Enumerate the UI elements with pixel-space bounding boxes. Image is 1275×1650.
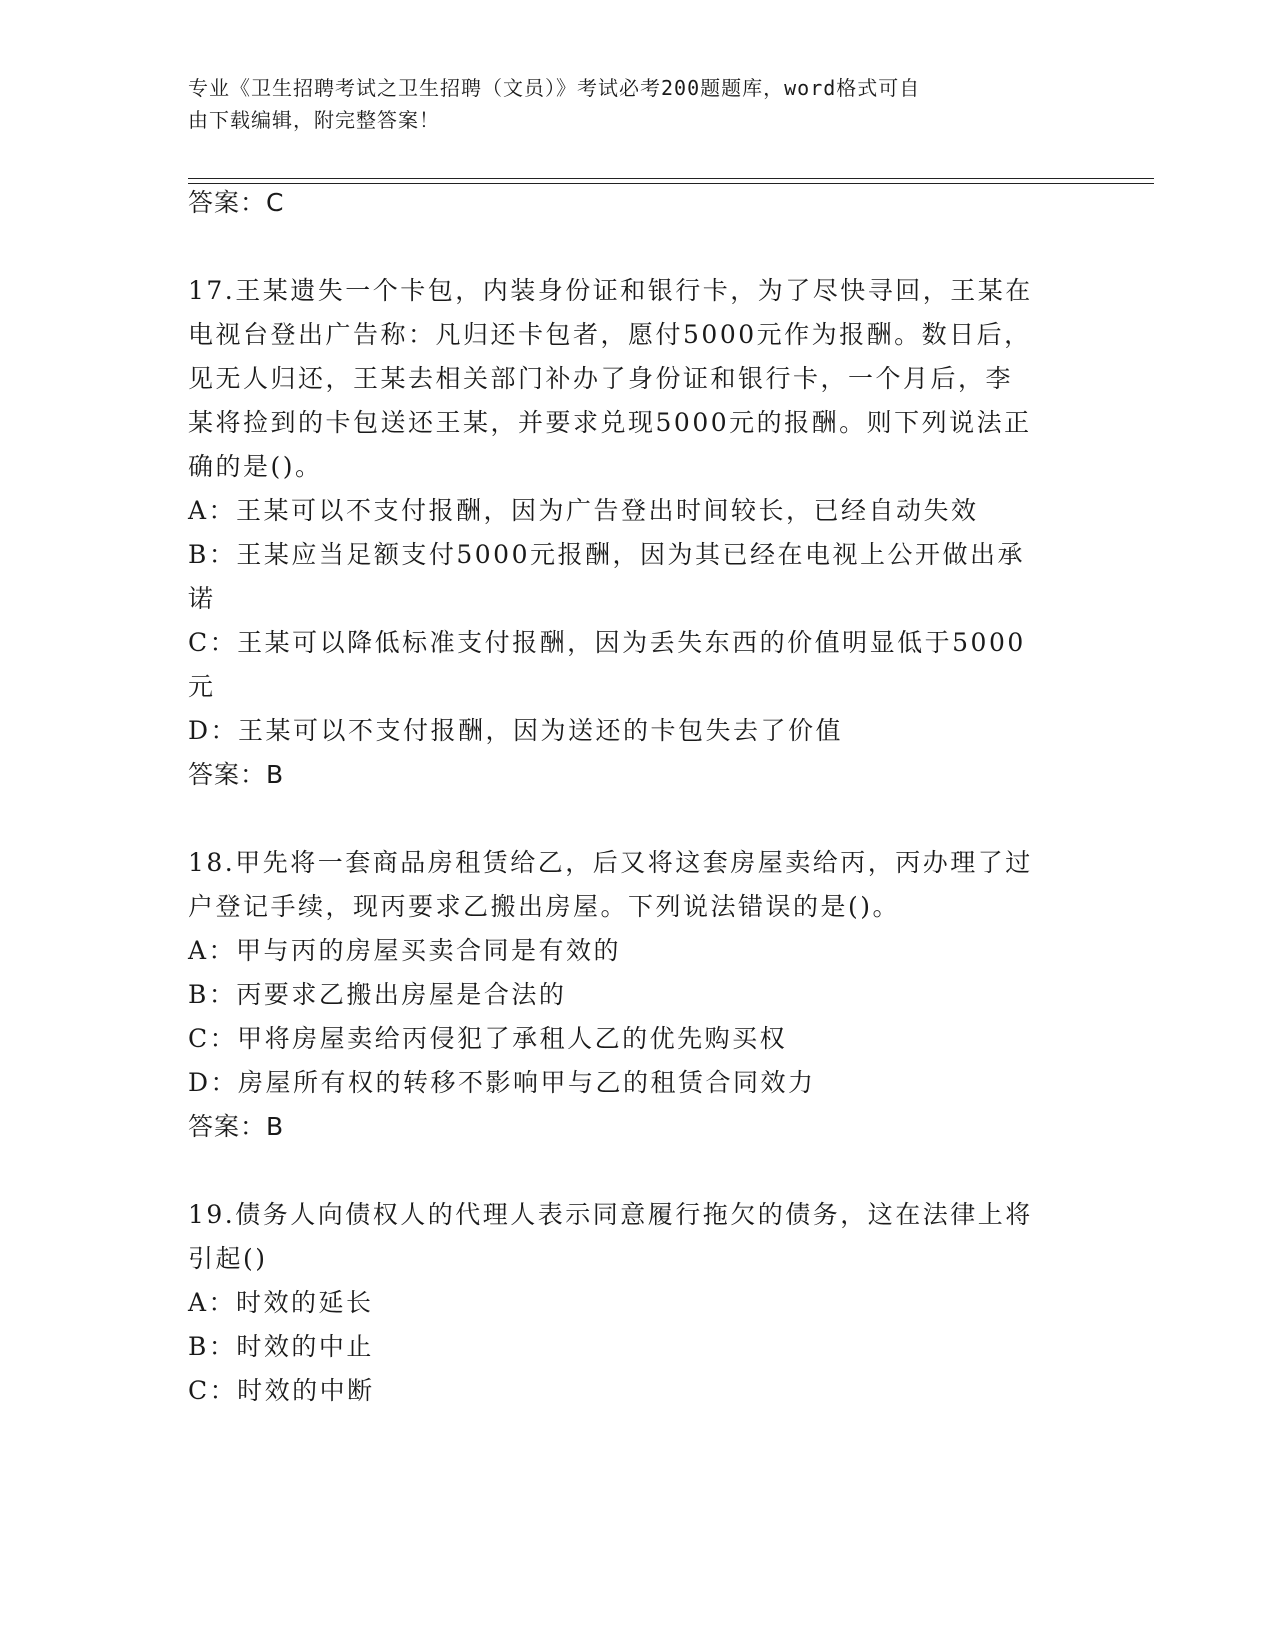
q17-stem-line: 某将捡到的卡包送还王某，并要求兑现5000元的报酬。则下列说法正 (188, 408, 1032, 437)
q17-option-b-cont: 诺 (188, 584, 216, 613)
q19-stem-line: 19.债务人向债权人的代理人表示同意履行拖欠的债务，这在法律上将 (188, 1200, 1033, 1229)
q18-option-c: C：甲将房屋卖给丙侵犯了承租人乙的优先购买权 (188, 1024, 788, 1053)
q18-option-d: D：房屋所有权的转移不影响甲与乙的租赁合同效力 (188, 1068, 816, 1097)
q17-option-a: A：王某可以不支付报酬，因为广告登出时间较长，已经自动失效 (188, 496, 979, 525)
header-line-1: 专业《卫生招聘考试之卫生招聘（文员）》考试必考200题题库，word格式可自 (188, 76, 921, 100)
q17-answer: 答案：B (188, 760, 285, 789)
header-line-2: 由下载编辑，附完整答案！ (188, 108, 440, 132)
q17-stem-line: 17.王某遗失一个卡包，内装身份证和银行卡，为了尽快寻回，王某在 (188, 276, 1033, 305)
q18-option-a: A：甲与丙的房屋买卖合同是有效的 (188, 936, 622, 965)
q18-stem-line: 18.甲先将一套商品房租赁给乙，后又将这套房屋卖给丙，丙办理了过 (188, 848, 1033, 877)
answer-prev: 答案：C (188, 188, 285, 217)
header-divider-top (188, 178, 1154, 179)
q18-option-b: B：丙要求乙搬出房屋是合法的 (188, 980, 567, 1009)
q17-option-b: B：王某应当足额支付5000元报酬，因为其已经在电视上公开做出承 (188, 540, 1025, 569)
q17-option-c: C：王某可以降低标准支付报酬，因为丢失东西的价值明显低于5000 (188, 628, 1026, 657)
document-header (188, 72, 1068, 136)
q17-stem-line: 确的是()。 (188, 452, 323, 481)
header-divider-bottom (188, 183, 1154, 184)
q18-stem-line: 户登记手续，现丙要求乙搬出房屋。下列说法错误的是()。 (188, 892, 901, 921)
q17-option-d: D：王某可以不支付报酬，因为送还的卡包失去了价值 (188, 716, 844, 745)
q19-option-b: B：时效的中止 (188, 1332, 374, 1361)
q17-option-c-cont: 元 (188, 672, 216, 701)
q17-stem-line: 电视台登出广告称：凡归还卡包者，愿付5000元作为报酬。数日后， (188, 320, 1032, 349)
q19-option-a: A：时效的延长 (188, 1288, 374, 1317)
q17-stem-line: 见无人归还，王某去相关部门补办了身份证和银行卡，一个月后，李 (188, 364, 1014, 393)
q18-answer: 答案：B (188, 1112, 285, 1141)
q19-stem-line: 引起() (188, 1244, 268, 1273)
q19-option-c: C：时效的中断 (188, 1376, 375, 1405)
